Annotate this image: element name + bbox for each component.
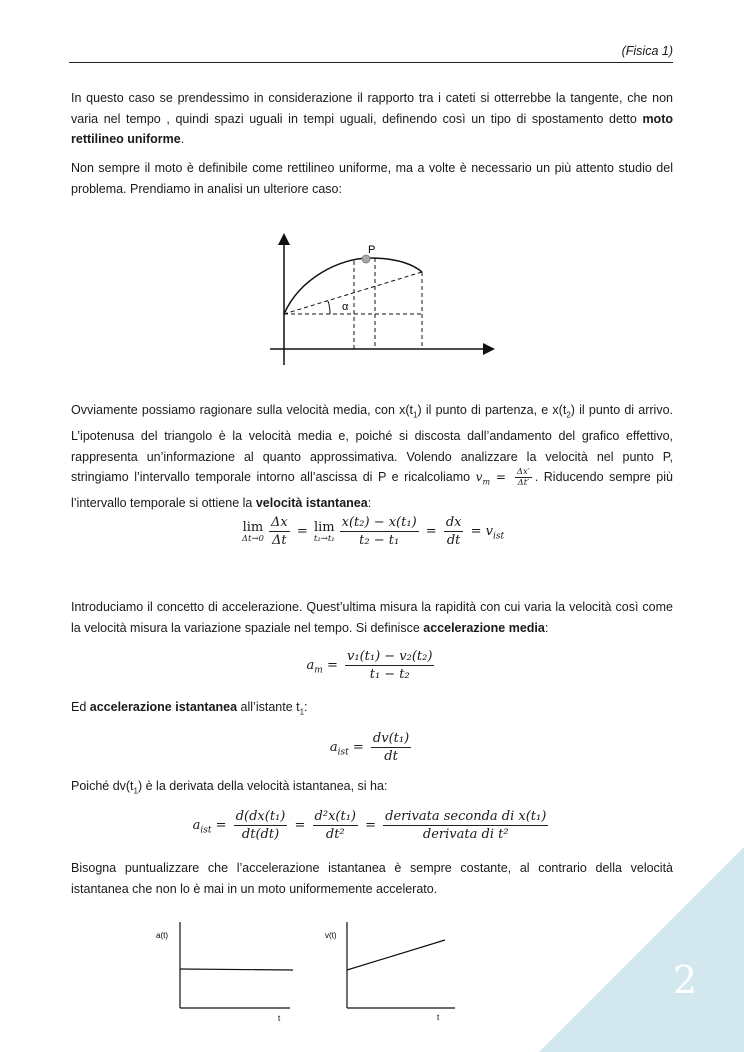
corner-decoration	[539, 847, 744, 1052]
angle-alpha-label: α	[342, 301, 349, 313]
acceleration-constant-line	[180, 969, 293, 970]
page-header	[69, 42, 673, 63]
point-p-marker	[362, 255, 370, 263]
point-p-label: P	[368, 244, 376, 256]
header-title: (Fisica 1)	[621, 44, 673, 58]
paragraph-1: In questo caso se prendessimo in considerazione il rapporto tra i cateti si otterrebbe la tangente, che non varia nel tempo , quindi spazi uguali in tempi uguali, definendo così un tipo di spostamento detto moto rettilineo uniforme.	[71, 91, 673, 146]
velocity-time-graph	[320, 920, 470, 1030]
equation-derivata-seconda: $a_{ist}$ = $\frac{\text{d(dx(t₁)}}{dt(dt)}$ = $\frac{\text{d²x(t₁)}}{\text{dt²}}$ = $\frac{\text{derivata seconda di x(t₁)}}{\text{derivata di t²}}$	[192, 809, 547, 842]
paragraph-2: Non sempre il moto è definibile come rettilineo uniforme, ma a volte è necessario un più attento studio del problema. Prendiamo in analisi un ulteriore caso:	[71, 161, 673, 196]
paragraph-6: Poiché $dv(t_1)$ è la derivata della velocità istantanea, si ha:	[71, 779, 388, 796]
equation-accelerazione-istantanea: $a_{ist}$ = $\frac{\text{dv(t₁)}}{dt}$	[329, 731, 410, 764]
v-graph-y-label: v(t)	[325, 931, 337, 940]
equation-velocita-istantanea: lim Δt→0 $\frac{\Delta x}{\Delta t}$ = lim t₂→t₁ $\frac{\text{x(t₂) − x(t₁)}}{\text{t₂ − t₁}}$ = $\frac{dx}{dt}$ = $v_{ist}$	[241, 515, 505, 548]
equation-accelerazione-media: $a_m$ = $\frac{\text{v₁(t₁) − v₂(t₂)}}{\text{t₁ − t₂}}$	[306, 649, 433, 682]
velocity-increasing-line	[347, 940, 445, 970]
acceleration-time-graph	[150, 920, 310, 1030]
paragraph-5: Ed accelerazione istantanea all’istante $t_1$:	[71, 700, 308, 717]
a-graph-x-label: t	[278, 1014, 281, 1023]
term-velocita-istantanea: velocità istantanea	[255, 495, 368, 510]
paragraph-7: Bisogna puntualizzare che l’accelerazione istantanea è sempre costante, al contrario della velocità istantanea che non lo è mai in un moto uniformemente accelerato.	[71, 861, 673, 896]
paragraph-3: Ovviamente possiamo ragionare sulla velocità media, con $x(t_1)$ il punto di partenza, e $x(t_2)$ il punto di arrivo. L’ipotenusa del triangolo è la velocità media e, poiché si discosta dall’andamento del grafico effettivo, rappresenta un’informazione al quanto approssimativa. Volendo analizzare la velocità nel punto P, stringiamo l’intervallo temporale intorno all’ascissa di P e ricalcoliamo $v_m$ = $\frac{\Delta x'}{\Delta t'}$ . Riducendo sempre più l’intervallo temporale si ottiene la velocità istantanea:	[71, 403, 673, 510]
a-graph-y-label: a(t)	[156, 931, 168, 940]
position-time-graph	[260, 228, 500, 368]
motion-curve	[284, 258, 422, 314]
paragraph-4: Introduciamo il concetto di accelerazione. Quest’ultima misura la rapidità con cui varia la velocità così come la velocità misura la variazione spaziale nel tempo. Si definisce accelerazione media:	[71, 600, 673, 635]
term-accelerazione-istantanea: accelerazione istantanea	[89, 700, 238, 714]
mean-velocity-secant	[284, 272, 422, 314]
v-graph-x-label: t	[437, 1013, 440, 1022]
term-moto-rettilineo-uniforme: moto rettilineo uniforme	[71, 111, 673, 146]
page-number: 2	[672, 958, 697, 1002]
term-accelerazione-media: accelerazione media	[423, 620, 545, 635]
vm-inline-formula: $v_m$ = $\frac{\Delta x'}{\Delta t'}$	[475, 467, 530, 488]
angle-arc	[328, 301, 330, 314]
